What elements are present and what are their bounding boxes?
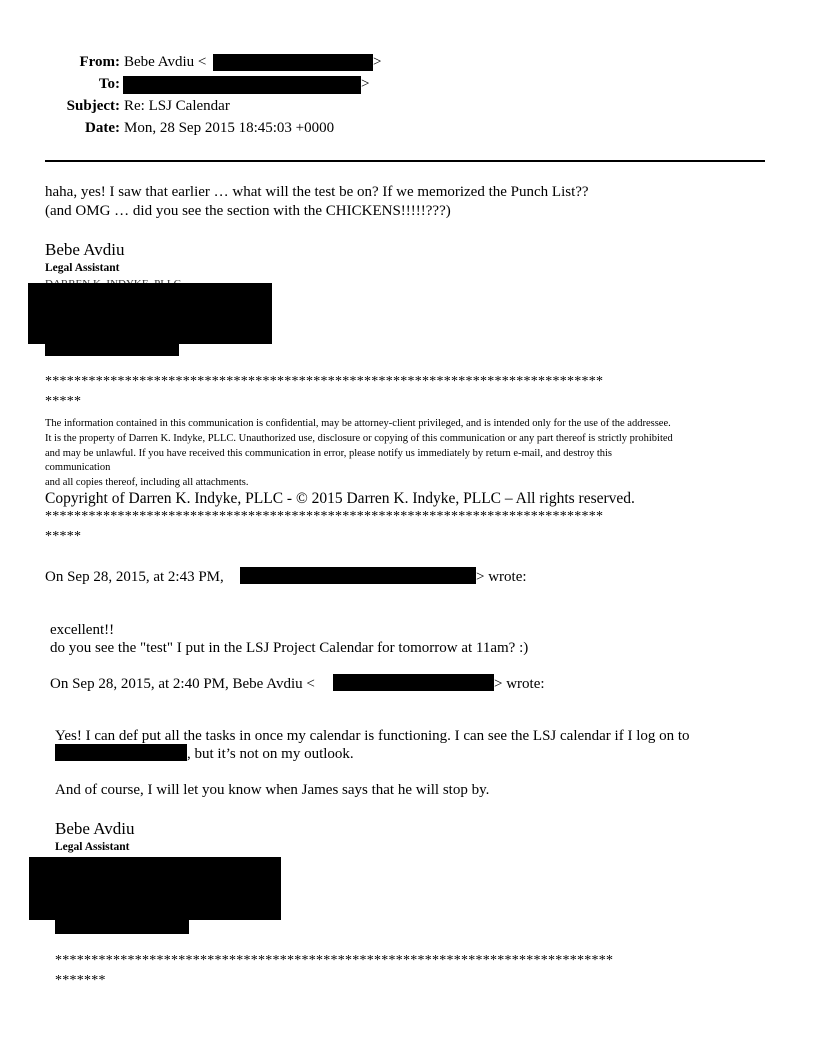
disclaimer-stars-top: ***************************************************************************** xyxy=(45,374,604,389)
subject-label: Subject: xyxy=(66,98,120,114)
disclaimer-line-5: and all copies thereof, including all attachments. xyxy=(45,477,249,488)
date-label: Date: xyxy=(85,120,120,136)
signature2-stars-tail: ******* xyxy=(55,973,106,988)
redaction-quote2-url xyxy=(55,744,187,761)
subject-value: Re: LSJ Calendar xyxy=(124,98,230,114)
from-close: > xyxy=(373,54,382,70)
signature2-title: Legal Assistant xyxy=(55,841,130,853)
quote2-line-1: Yes! I can def put all the tasks in once my calendar is functioning. I can see the LSJ calendar if I log on to xyxy=(55,728,690,744)
disclaimer-line-1: The information contained in this communication is confidential, may be attorney-client privileged, and is intended only for the use of the addressee. xyxy=(45,418,671,429)
quote2-line-2: , but it’s not on my outlook. xyxy=(187,746,354,762)
disclaimer-stars-top-tail: ***** xyxy=(45,394,82,409)
quote1-line-2: do you see the "test" I put in the LSJ Project Calendar for tomorrow at 11am? :) xyxy=(50,640,529,656)
redaction-to-email xyxy=(123,76,361,94)
to-close: > xyxy=(361,76,370,92)
redaction-signature2-line xyxy=(55,920,189,934)
quote2-wrote: > wrote: xyxy=(494,676,545,692)
date-value: Mon, 28 Sep 2015 18:45:03 +0000 xyxy=(124,120,335,136)
copyright-line: Copyright of Darren K. Indyke, PLLC - © 2015 Darren K. Indyke, PLLC – All rights reserved. xyxy=(45,490,635,507)
redaction-from-email xyxy=(213,54,373,71)
signature2-name: Bebe Avdiu xyxy=(55,819,135,838)
redaction-signature-block xyxy=(28,283,272,344)
to-label: To: xyxy=(98,76,120,92)
quote1-line-1: excellent!! xyxy=(50,622,115,638)
disclaimer-stars-bottom-tail: ***** xyxy=(45,529,82,544)
disclaimer-stars-bottom: ***************************************************************************** xyxy=(45,509,604,524)
signature-name: Bebe Avdiu xyxy=(45,240,125,259)
quote2-attribution: On Sep 28, 2015, at 2:40 PM, Bebe Avdiu < xyxy=(50,676,315,692)
quote1-attribution: On Sep 28, 2015, at 2:43 PM, xyxy=(45,569,224,585)
quote1-wrote: > wrote: xyxy=(476,569,527,585)
disclaimer-line-3: and may be unlawful. If you have received this communication in error, please notify us immediately by return e-mail, and destroy this xyxy=(45,448,612,459)
redaction-signature-line xyxy=(45,343,179,356)
from-value: Bebe Avdiu < xyxy=(124,54,207,70)
header-divider xyxy=(45,160,765,162)
signature2-stars: ***************************************************************************** xyxy=(55,953,614,968)
reply-line-2: (and OMG … did you see the section with the CHICKENS!!!!!???) xyxy=(45,203,451,219)
redaction-quote1-sender xyxy=(240,567,476,584)
disclaimer-line-4: communication xyxy=(45,462,111,473)
from-label: From: xyxy=(79,54,120,70)
redaction-signature2-block xyxy=(29,857,281,920)
redaction-quote2-sender xyxy=(333,674,494,691)
disclaimer-line-2: It is the property of Darren K. Indyke, PLLC. Unauthorized use, disclosure or copying of this communication or any part thereof is strictly prohibited xyxy=(45,433,673,444)
quote2-line-3: And of course, I will let you know when James says that he will stop by. xyxy=(55,782,490,798)
signature-title: Legal Assistant xyxy=(45,262,120,274)
reply-line-1: haha, yes! I saw that earlier … what will the test be on? If we memorized the Punch List?? xyxy=(45,184,589,200)
